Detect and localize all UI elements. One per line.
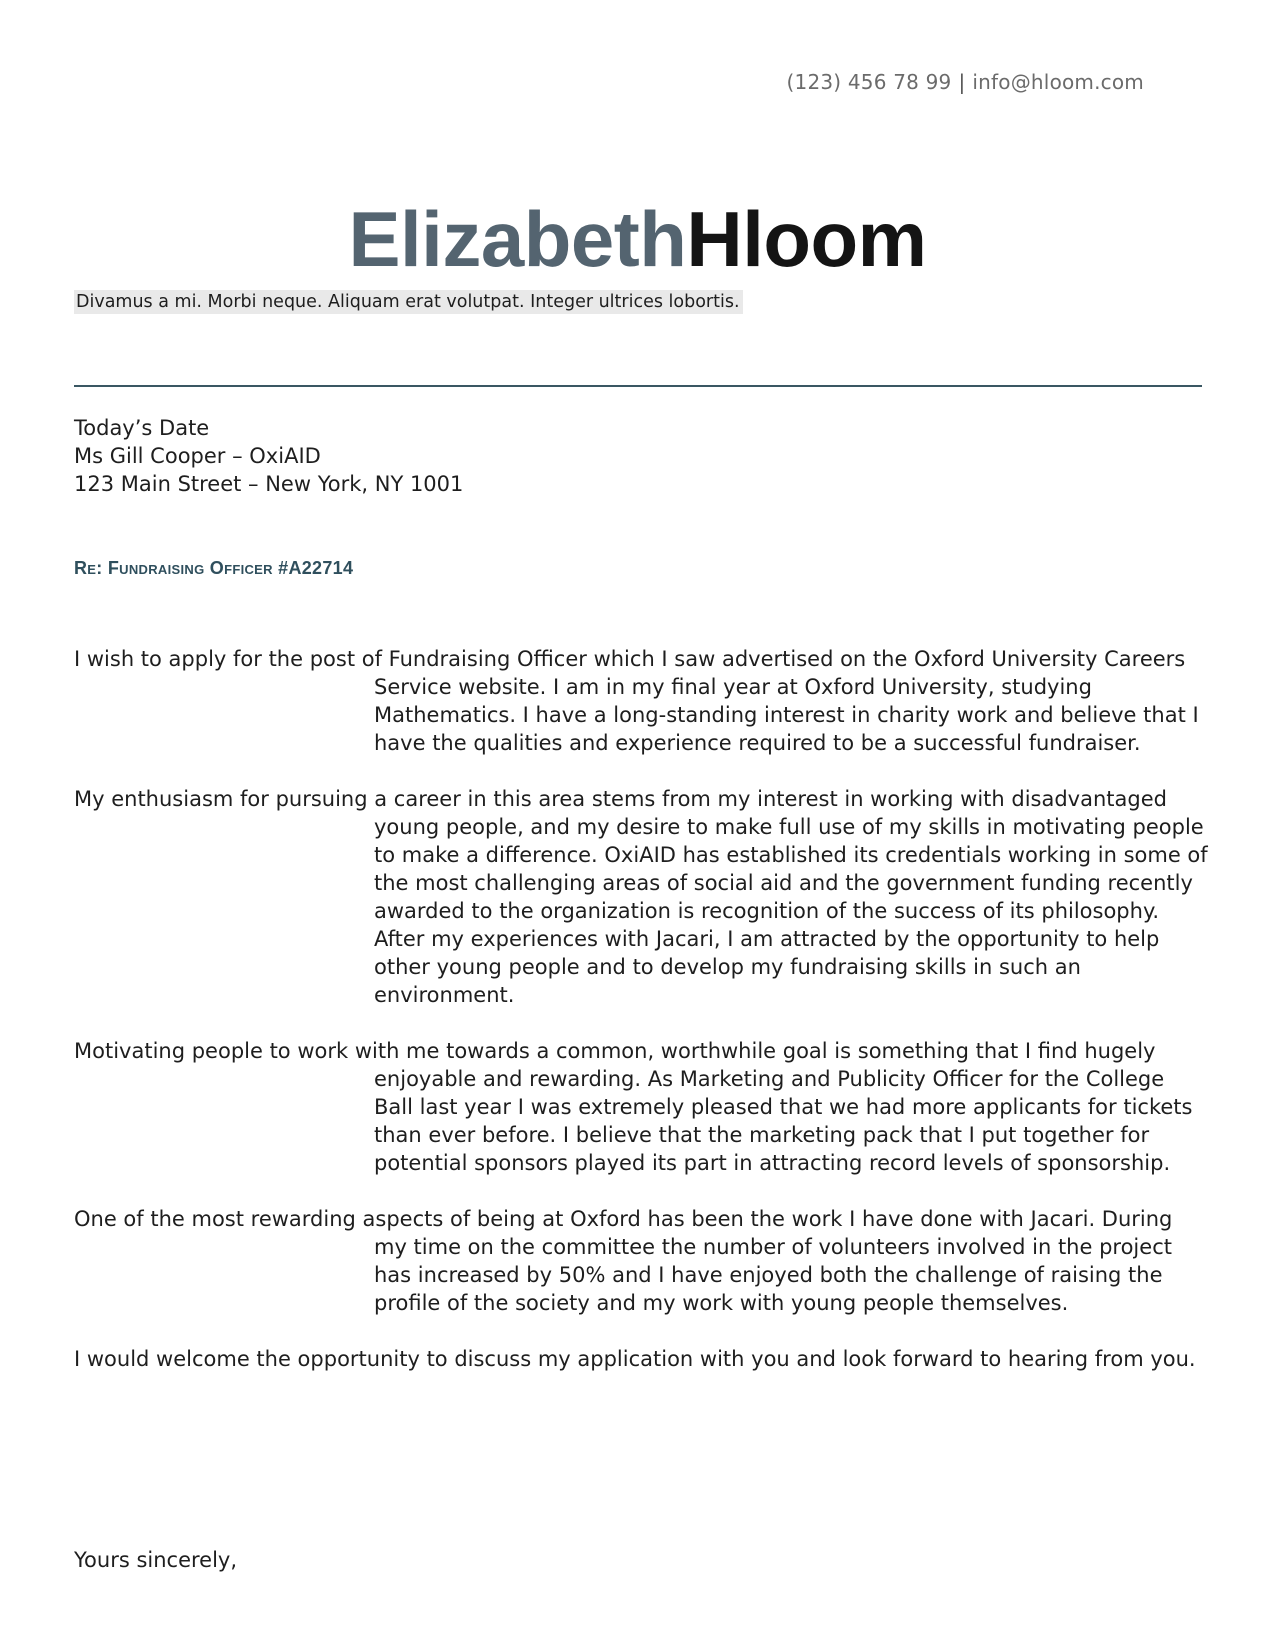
first-name: Elizabeth xyxy=(348,195,687,283)
phone-number: (123) 456 78 99 xyxy=(786,70,952,94)
contact-separator: | xyxy=(958,70,966,94)
applicant-name xyxy=(0,196,1275,282)
contact-info xyxy=(787,70,1144,94)
last-name: Hloom xyxy=(686,195,927,283)
recipient-name: Ms Gill Cooper – OxiAID xyxy=(74,444,321,468)
tagline: Divamus a mi. Morbi neque. Aliquam erat volutpat. Integer ultrices lobortis. xyxy=(74,290,743,314)
body-paragraph: Motivating people to work with me towards a common, worthwhile goal is something that I find hugely enjoyable and rewarding. As Marketing and Publicity Officer for the College Ball last year I was extremely pleased that we had more applicants for tickets than ever before. I believe that the marketing pack that I put together for potential sponsors played its part in attracting record levels of sponsorship. xyxy=(74,1039,1193,1175)
subject-line: Re: Fundraising Officer #A22714 xyxy=(74,558,354,578)
header-divider xyxy=(74,385,1202,387)
body-paragraph: One of the most rewarding aspects of being at Oxford has been the work I have done with Jacari. During my time on the committee the number of volunteers involved in the project has increased by 50% and I have enjoyed both the challenge of raising the profile of the society and my work with young people themselves. xyxy=(74,1207,1173,1315)
recipient-address: 123 Main Street – New York, NY 1001 xyxy=(74,472,464,496)
letter-body xyxy=(74,645,1209,1401)
letter-date: Today’s Date xyxy=(74,416,210,440)
recipient-block xyxy=(74,414,463,498)
body-paragraph: I wish to apply for the post of Fundraising Officer which I saw advertised on the Oxford University Careers Service website. I am in my final year at Oxford University, studying Mathematics. I have a long-standing interest in charity work and believe that I have the qualities and experience required to be a successful fundraiser. xyxy=(74,647,1199,755)
body-paragraph: I would welcome the opportunity to discuss my application with you and look forward to hearing from you. xyxy=(74,1347,1196,1371)
body-paragraph: My enthusiasm for pursuing a career in this area stems from my interest in working with disadvantaged young people, and my desire to make full use of my skills in motivating people to make a difference. OxiAID has established its credentials working in some of the most challenging areas of social aid and the government funding recently awarded to the organization is recognition of the success of its philosophy. After my experiences with Jacari, I am attracted by the opportunity to help other young people and to develop my fundraising skills in such an environment. xyxy=(74,787,1208,1007)
closing-salutation: Yours sincerely, xyxy=(74,1548,238,1572)
email-address: info@hloom.com xyxy=(972,70,1144,94)
